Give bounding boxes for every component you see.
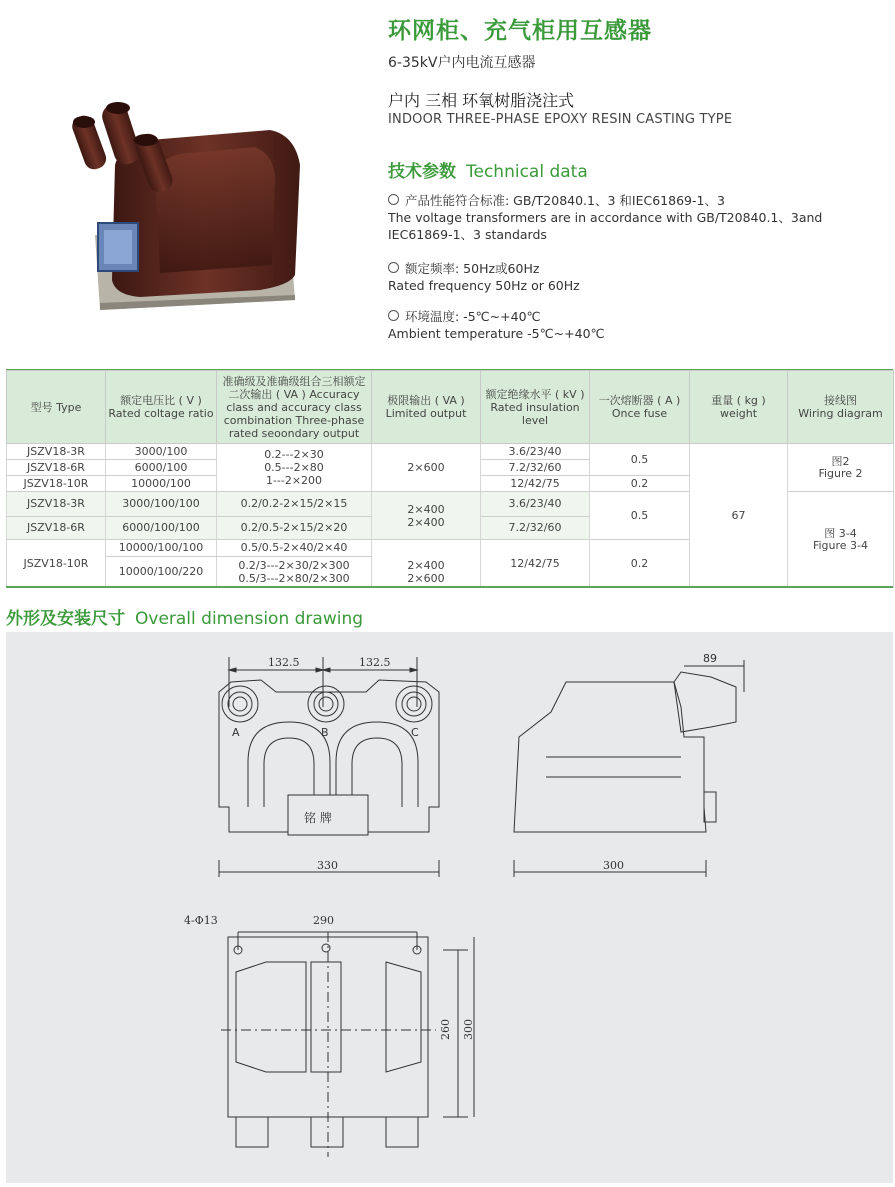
table-row: JSZV18-3R 3000/100 0.2---2×30 0.5---2×80 1---2×200 2×600 3.6/23/40 0.5 67 图2 Figure 2 (7, 444, 894, 460)
dim-hole: 4-Φ13 (184, 914, 218, 927)
col-weight: 重量 ( kg ) weight (690, 371, 788, 444)
param-standard: 产品性能符合标准: GB/T20840.1、3 和IEC61869-1、3 The voltage transformers are in accordance with GB/T20840.1、3and IEC61869-1、3 standards (388, 193, 823, 242)
table-row: JSZV18-6R 6000/100/100 0.2/0.5-2×15/2×20 7.2/32/60 (7, 517, 894, 540)
svg-text:B: B (321, 726, 329, 739)
side-view (514, 652, 744, 877)
col-fuse: 一次熔断器 ( A ) Once fuse (590, 371, 690, 444)
table-header-row (7, 371, 894, 444)
type-cn: 户内 三相 环氧树脂浇注式 (388, 91, 575, 110)
dim-330: 330 (317, 859, 338, 872)
table-row: JSZV18-10R 10000/100/100 0.5/0.5-2×40/2×40 12/42/75 0.2 (7, 540, 894, 557)
front-view (219, 656, 439, 877)
table-bottom-rule (6, 586, 893, 588)
technical-heading-en: Technical data (466, 162, 588, 182)
col-wiring: 接线图 Wiring diagram (788, 371, 894, 444)
spec-table (6, 370, 894, 588)
col-insulation: 额定绝缘水平 ( kV ) Rated insulation level (481, 371, 590, 444)
dimension-heading: 外形及安装尺寸 Overall dimension drawing (6, 609, 364, 629)
page-title: 环网柜、充气柜用互感器 (388, 18, 652, 44)
dim-260: 260 (439, 1019, 452, 1040)
col-ratio: 额定电压比 ( V ) Rated coltage ratio (106, 371, 217, 444)
dim-300-v: 300 (462, 1019, 475, 1040)
table-row: JSZV18-6R 6000/100 7.2/32/60 (7, 460, 894, 476)
product-photo (60, 85, 340, 325)
table-row: 10000/100/220 0.2/3---2×30/2×300 0.5/3---2×80/2×300 2×400 2×600 (7, 557, 894, 588)
table-row: JSZV18-10R 10000/100 12/42/75 0.2 (7, 476, 894, 492)
svg-text:C: C (411, 726, 419, 739)
svg-text:A: A (232, 726, 240, 739)
bullet-circle-icon (388, 194, 399, 205)
technical-heading-cn: 技术参数 (388, 162, 456, 182)
col-type: 型号 Type (7, 371, 106, 444)
bottom-view (184, 914, 475, 1157)
col-limit: 极限输出 ( VA ) Limited output (372, 371, 481, 444)
table-row: JSZV18-3R 3000/100/100 0.2/0.2-2×15/2×15 2×400 2×400 3.6/23/40 0.5 图 3-4 Figure 3-4 (7, 492, 894, 517)
page-subtitle: 6-35kV户内电流互感器 (388, 55, 536, 71)
dim-132-5-a: 132.5 (268, 656, 300, 669)
weight-cell: 67 (690, 444, 788, 588)
dimension-drawing (6, 632, 893, 1183)
type-en: INDOOR THREE-PHASE EPOXY RESIN CASTING TYPE (388, 112, 733, 127)
nameplate-label: 铭 牌 (304, 811, 332, 825)
param-frequency: 额定频率: 50Hz或60Hz Rated frequency 50Hz or 60Hz (388, 261, 580, 293)
dim-132-5-b: 132.5 (359, 656, 391, 669)
bullet-circle-icon (388, 310, 399, 321)
dim-89: 89 (703, 652, 717, 665)
dim-300: 300 (603, 859, 624, 872)
param-temperature: 环境温度: -5℃~+40℃ Ambient temperature -5℃~+40℃ (388, 309, 605, 341)
col-accuracy: 准确级及准确级组合三相额定二次输出 ( VA ) Accuracy class and accuracy class combination Three-phase rated seoondary output (217, 371, 372, 444)
bullet-circle-icon (388, 262, 399, 273)
technical-heading (388, 157, 588, 182)
dim-290: 290 (313, 914, 334, 927)
